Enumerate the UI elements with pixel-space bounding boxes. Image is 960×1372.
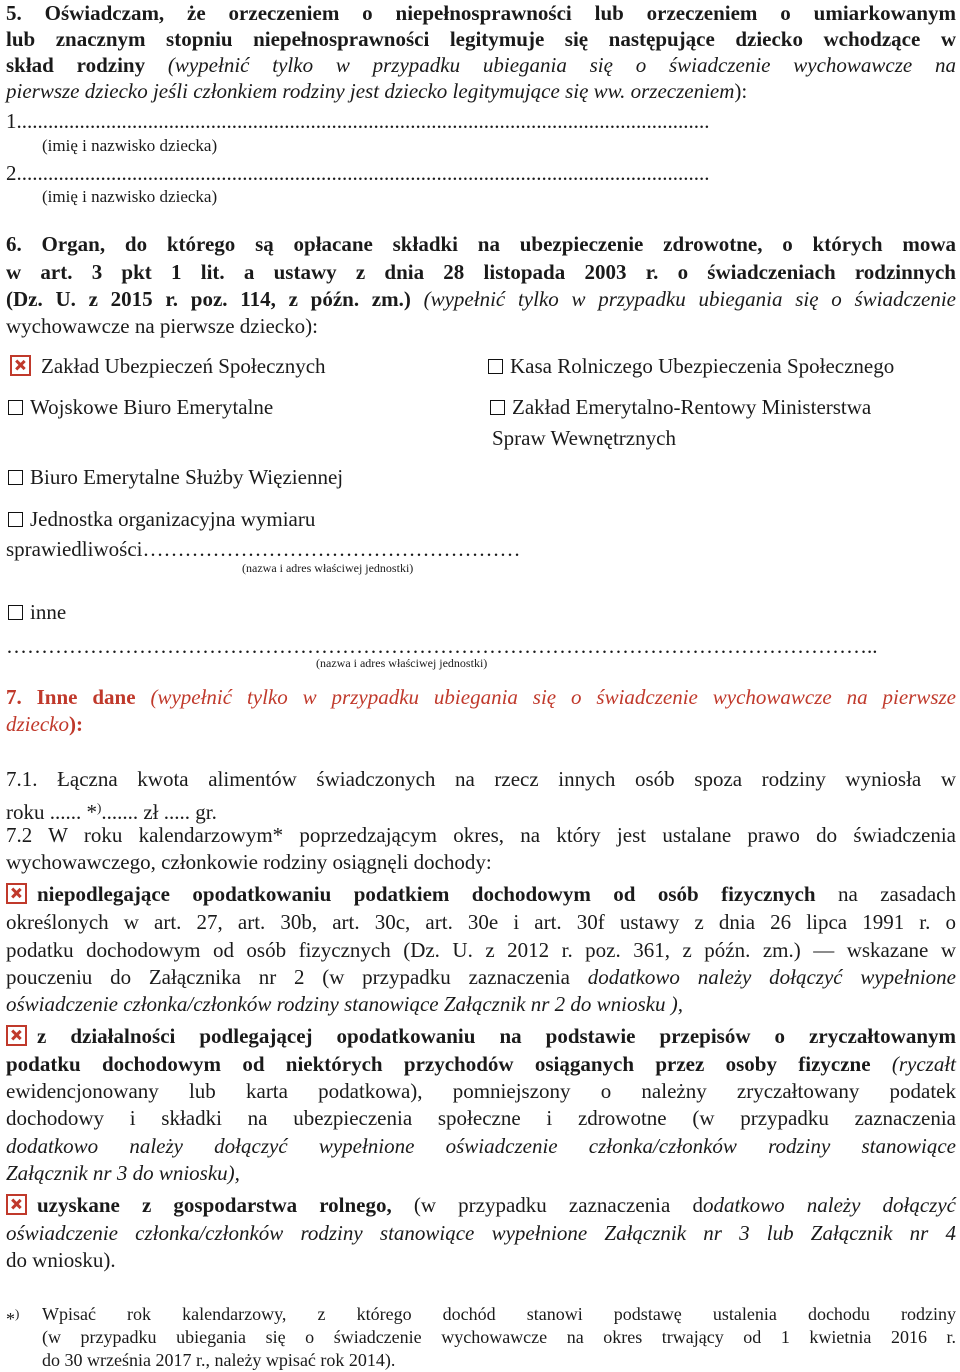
option-bes[interactable]	[8, 464, 343, 490]
income-untaxed-line-5: oświadczenie członka/członków rodziny stanowiące Załącznik nr 2 do wniosku ),	[6, 992, 683, 1016]
s7-heading-italic: (wypełnić tylko w przypadku ubiegania się o świadczenie wychowawcze na pierwsze	[135, 685, 957, 709]
s7-heading-2	[6, 711, 83, 737]
s5-line-2: lub znacznym stopniu niepełnosprawności legitymuje się następujące dziecko wchodzące w	[6, 27, 956, 51]
child-1-field[interactable]: 1....................................................................................................................................	[6, 109, 710, 133]
checked-box-icon[interactable]	[10, 355, 31, 376]
income-untaxed-line-4	[6, 964, 956, 990]
s6-line-3-bold: (Dz. U. z 2015 r. poz. 114, z późn. zm.)	[6, 287, 411, 311]
footnote-mark	[6, 1303, 19, 1330]
income-untaxed-line-1[interactable]	[6, 881, 956, 907]
option-wbe[interactable]	[8, 394, 273, 420]
income-untaxed-line-2: określonych w art. 27, art. 30b, art. 30c, art. 30e i art. 30f ustawy z dnia 26 lipca 1991 r. o	[6, 910, 956, 934]
option-zer[interactable]	[490, 394, 871, 420]
income-farm-line-3: do wniosku).	[6, 1248, 116, 1272]
footnote-star: *	[6, 1309, 15, 1329]
option-krus-label: Kasa Rolniczego Ubezpieczenia Społecznego	[510, 354, 895, 378]
option-jo[interactable]	[8, 506, 315, 532]
income-flat-line-3: ewidencjonowany lub karta podatkowa), pomniejszony o należny zryczałtowany podatek	[6, 1079, 956, 1103]
income-flat-line-6: Załącznik nr 3 do wniosku),	[6, 1161, 240, 1185]
option-wbe-label: Wojskowe Biuro Emerytalne	[30, 395, 274, 419]
checkbox-icon[interactable]	[490, 400, 505, 415]
jo-address-caption: (nazwa i adres właściwej jednostki)	[242, 561, 414, 575]
s5-line-1: 5. Oświadczam, że orzeczeniem o niepełnosprawności lub orzeczeniem o umiarkowanym	[6, 1, 956, 25]
s7-heading-bold: 7. Inne dane	[6, 685, 136, 709]
s5-line-3-italic: (wypełnić tylko w przypadku ubiegania się o świadczenie wychowawcze na	[145, 53, 956, 77]
s5-line-4-italic: pierwsze dziecko jeśli członkiem rodziny jest dziecko legitymujące się ww. orzeczeniem	[6, 79, 735, 103]
option-bes-label: Biuro Emerytalne Służby Więziennej	[30, 465, 344, 489]
s7-heading-end: ):	[68, 712, 83, 736]
p71-line-1: 7.1. Łączna kwota alimentów świadczonych na rzecz innych osób spoza rodziny wyniosła w	[6, 767, 956, 791]
p71-sup: )	[97, 800, 102, 815]
p72-line-2: wychowawczego, członkowie rodziny osiągnęli dochody:	[6, 850, 492, 874]
inne-address-field[interactable]: ……………………………………………………………………………………………………………..	[6, 634, 878, 658]
income-untaxed-rest: na zasadach	[815, 882, 956, 906]
income-untaxed-line-4b: dodatkowo należy dołączyć wypełnione	[587, 965, 956, 989]
child-2-field[interactable]: 2....................................................................................................................................	[6, 161, 710, 185]
footnote-line-3: do 30 września 2017 r., należy wpisać rok 2014).	[42, 1350, 396, 1370]
income-untaxed-line-3: podatku dochodowym od osób fizycznych (Dz. U. z 2012 r. poz. 361, z późn. zm.) — wskazane w	[6, 938, 956, 962]
checkbox-icon[interactable]	[488, 359, 503, 374]
s6-line-3	[6, 286, 956, 312]
income-farm-rest-a: (w przypadku zaznaczenia d	[391, 1193, 703, 1217]
s7-heading-italic-2: dziecko	[6, 712, 69, 736]
income-flat-line-5: dodatkowo należy dołączyć wypełnione oświadczenie członka/członków rodziny stanowiące	[6, 1134, 956, 1158]
s6-line-2: w art. 3 pkt 1 lit. a ustawy z dnia 28 listopada 2003 r. o świadczeniach rodzinnych	[6, 260, 956, 284]
income-untaxed-line-4a: pouczeniu do Załącznika nr 2 (w przypadku zaznaczenia	[6, 965, 588, 989]
jo-address-field[interactable]: sprawiedliwości………………………………………………	[6, 537, 521, 561]
checkbox-icon[interactable]	[8, 512, 23, 527]
income-flat-line-2	[6, 1051, 956, 1077]
income-untaxed-bold: niepodlegające opodatkowaniu podatkiem dochodowym od osób fizycznych	[37, 882, 816, 906]
option-inne-label: inne	[30, 600, 67, 624]
inne-address-caption: (nazwa i adres właściwej jednostki)	[316, 656, 488, 670]
s5-line-3	[6, 52, 956, 78]
footnote-line-2: (w przypadku ubiegania się o świadczenie wychowawcze na okres trwający od 1 kwietnia 2016 r.	[42, 1327, 956, 1347]
income-farm-line-1[interactable]	[6, 1192, 956, 1218]
income-farm-line-2: oświadczenie członka/członków rodziny stanowiące wypełnione Załącznik nr 3 lub Załącznik nr 4	[6, 1221, 956, 1245]
p71-line-2[interactable]	[6, 795, 217, 825]
income-flat-line-1[interactable]	[6, 1023, 956, 1049]
footnote-line-1: Wpisać rok kalendarzowy, z którego dochód stanowi podstawę ustalenia dochodu rodziny	[42, 1304, 956, 1324]
footnote-sup: )	[15, 1306, 20, 1321]
option-zer-label: Zakład Emerytalno-Rentowy Ministerstwa	[512, 395, 872, 419]
s6-line-1: 6. Organ, do którego są opłacane składki na ubezpieczenie zdrowotne, o których mowa	[6, 232, 956, 256]
child-2-caption: (imię i nazwisko dziecka)	[42, 187, 218, 206]
option-zus-label: Zakład Ubezpieczeń Społecznych	[41, 354, 326, 378]
income-flat-line-2-bold: podatku dochodowym od niektórych przychodów osiąganych przez osoby fizyczne	[6, 1052, 871, 1076]
option-krus[interactable]	[488, 353, 894, 379]
checkbox-icon[interactable]	[8, 400, 23, 415]
s5-line-3-bold: skład rodziny	[6, 53, 146, 77]
checked-box-icon[interactable]	[6, 1194, 27, 1215]
checked-box-icon[interactable]	[6, 883, 27, 904]
option-zus[interactable]	[10, 353, 326, 379]
option-zer-label-2: Spraw Wewnętrznych	[492, 426, 676, 450]
s5-line-4-end: ):	[734, 79, 748, 103]
child-1-caption: (imię i nazwisko dziecka)	[42, 136, 218, 155]
p71-year[interactable]: roku ...... *	[6, 800, 97, 824]
checked-box-icon[interactable]	[6, 1025, 27, 1046]
option-inne[interactable]	[8, 599, 66, 625]
s6-line-3-italic: (wypełnić tylko w przypadku ubiegania się o świadczenie	[410, 287, 956, 311]
s6-line-4: wychowawcze na pierwsze dziecko):	[6, 314, 318, 338]
s5-line-4	[6, 78, 747, 104]
income-farm-bold: uzyskane z gospodarstwa rolnego,	[37, 1193, 392, 1217]
checkbox-icon[interactable]	[8, 605, 23, 620]
income-flat-line-2-italic: (ryczałt	[870, 1052, 956, 1076]
option-jo-label: Jednostka organizacyjna wymiaru	[30, 507, 316, 531]
s7-heading-1	[6, 684, 956, 710]
checkbox-icon[interactable]	[8, 470, 23, 485]
p72-line-1: 7.2 W roku kalendarzowym* poprzedzającym okres, na który jest ustalane prawo do świadczenia	[6, 823, 956, 847]
income-flat-line-4: dochodowy i składki na ubezpieczenia społeczne i zdrowotne (w przypadku zaznaczenia	[6, 1106, 956, 1130]
p71-amount[interactable]: ....... zł ..... gr.	[101, 800, 217, 824]
income-flat-bold: z działalności podlegającej opodatkowaniu na podstawie przepisów o zryczałtowanym	[37, 1024, 956, 1048]
income-farm-rest-b: odatkowo należy dołączyć	[702, 1193, 956, 1217]
